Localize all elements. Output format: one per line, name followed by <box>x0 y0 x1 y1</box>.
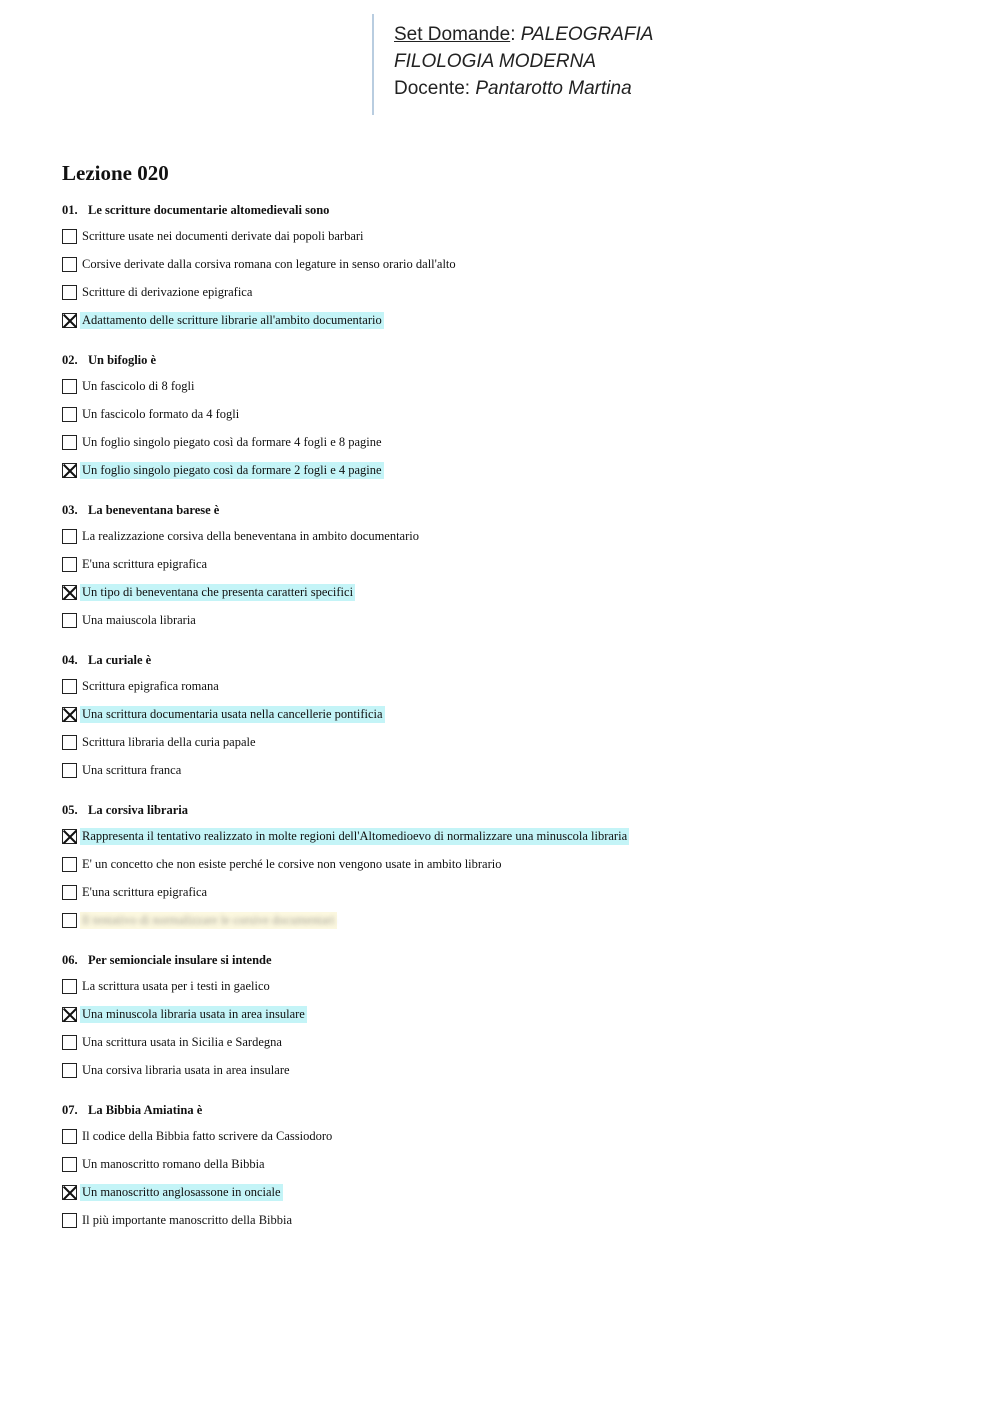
question-block <box>62 200 942 350</box>
checkbox-icon[interactable] <box>62 613 77 628</box>
question-number: 03. <box>62 503 78 517</box>
question-text: La curiale è <box>88 653 152 667</box>
checkbox-icon[interactable] <box>62 1157 77 1172</box>
checkbox-icon[interactable] <box>62 763 77 778</box>
question-title <box>62 200 942 228</box>
option-text: E' un concetto che non esiste perché le corsive non vengono usate in ambito librario <box>82 857 502 871</box>
option-text: Un foglio singolo piegato così da formare 2 fogli e 4 pagine <box>82 463 382 477</box>
checkbox-icon[interactable] <box>62 229 77 244</box>
question-title <box>62 950 942 978</box>
question-block <box>62 800 942 950</box>
course-name-line1: PALEOGRAFIA <box>520 24 654 45</box>
answer-option[interactable] <box>62 312 942 340</box>
option-text: Un foglio singolo piegato così da formare 4 fogli e 8 pagine <box>82 435 382 449</box>
checkbox-icon[interactable] <box>62 529 77 544</box>
checkbox-icon[interactable] <box>62 1063 77 1078</box>
question-number: 06. <box>62 953 78 967</box>
answer-option[interactable] <box>62 284 942 312</box>
checkbox-icon[interactable] <box>62 885 77 900</box>
checkbox-icon[interactable] <box>62 979 77 994</box>
checked-checkbox-icon[interactable] <box>62 463 77 478</box>
checked-checkbox-icon[interactable] <box>62 1007 77 1022</box>
question-list <box>62 200 942 1250</box>
checkbox-icon[interactable] <box>62 1035 77 1050</box>
course-name-line2: FILOLOGIA MODERNA <box>394 51 596 72</box>
answer-option[interactable] <box>62 1034 942 1062</box>
option-text: Un fascicolo di 8 fogli <box>82 379 195 393</box>
answer-option[interactable] <box>62 912 942 940</box>
answer-option[interactable] <box>62 462 942 490</box>
option-text: Un manoscritto anglosassone in onciale <box>82 1185 281 1199</box>
option-text: Scritture usate nei documenti derivate dai popoli barbari <box>82 229 364 243</box>
answer-option[interactable] <box>62 706 942 734</box>
answer-option[interactable] <box>62 556 942 584</box>
answer-option[interactable] <box>62 1062 942 1090</box>
answer-option[interactable] <box>62 612 942 640</box>
question-text: Le scritture documentarie altomedievali sono <box>88 203 330 217</box>
option-text: Una scrittura franca <box>82 763 182 777</box>
question-title <box>62 650 942 678</box>
question-block <box>62 650 942 800</box>
checkbox-icon[interactable] <box>62 435 77 450</box>
checked-checkbox-icon[interactable] <box>62 829 77 844</box>
set-separator: : <box>510 24 521 45</box>
course-header <box>372 14 653 115</box>
option-text: La scrittura usata per i testi in gaelico <box>82 979 270 993</box>
checked-checkbox-icon[interactable] <box>62 313 77 328</box>
question-text: Un bifoglio è <box>88 353 157 367</box>
answer-option[interactable] <box>62 434 942 462</box>
checkbox-icon[interactable] <box>62 1213 77 1228</box>
checkbox-icon[interactable] <box>62 379 77 394</box>
option-text: E'una scrittura epigrafica <box>82 885 208 899</box>
checked-checkbox-icon[interactable] <box>62 1185 77 1200</box>
option-text: Scrittura libraria della curia papale <box>82 735 256 749</box>
answer-option[interactable] <box>62 256 942 284</box>
checkbox-icon[interactable] <box>62 913 77 928</box>
question-title <box>62 500 942 528</box>
lesson-title: Lezione 020 <box>62 161 169 185</box>
question-number: 01. <box>62 203 78 217</box>
option-text: La realizzazione corsiva della beneventana in ambito documentario <box>82 529 419 543</box>
option-text: Il tentativo di normalizzare le corsive documentari <box>82 913 335 927</box>
checkbox-icon[interactable] <box>62 1129 77 1144</box>
teacher-line <box>394 75 653 102</box>
question-title <box>62 1100 942 1128</box>
answer-option[interactable] <box>62 528 942 556</box>
answer-option[interactable] <box>62 828 942 856</box>
option-text: Una minuscola libraria usata in area insulare <box>82 1007 305 1021</box>
option-text: Scritture di derivazione epigrafica <box>82 285 253 299</box>
question-number: 02. <box>62 353 78 367</box>
answer-option[interactable] <box>62 978 942 1006</box>
question-title <box>62 800 942 828</box>
checkbox-icon[interactable] <box>62 285 77 300</box>
option-text: E'una scrittura epigrafica <box>82 557 208 571</box>
checkbox-icon[interactable] <box>62 735 77 750</box>
option-text: Un tipo di beneventana che presenta caratteri specifici <box>82 585 354 599</box>
question-block <box>62 1100 942 1250</box>
question-text: Per semionciale insulare si intende <box>88 953 272 967</box>
answer-option[interactable] <box>62 228 942 256</box>
option-text: Corsive derivate dalla corsiva romana con legature in senso orario dall'alto <box>82 257 456 271</box>
checked-checkbox-icon[interactable] <box>62 585 77 600</box>
question-block <box>62 350 942 500</box>
option-text: Un manoscritto romano della Bibbia <box>82 1157 265 1171</box>
answer-option[interactable] <box>62 762 942 790</box>
question-number: 05. <box>62 803 78 817</box>
answer-option[interactable] <box>62 1006 942 1034</box>
question-text: La beneventana barese è <box>88 503 220 517</box>
question-block <box>62 500 942 650</box>
option-text: Una scrittura documentaria usata nella cancellerie pontificia <box>82 707 383 721</box>
option-text: Scrittura epigrafica romana <box>82 679 219 693</box>
course-set-line <box>394 21 653 48</box>
answer-option[interactable] <box>62 1184 942 1212</box>
question-block <box>62 950 942 1100</box>
answer-option[interactable] <box>62 1128 942 1156</box>
option-text: Una scrittura usata in Sicilia e Sardegna <box>82 1035 282 1049</box>
question-text: La Bibbia Amiatina è <box>88 1103 203 1117</box>
answer-option[interactable] <box>62 1156 942 1184</box>
checkbox-icon[interactable] <box>62 407 77 422</box>
teacher-label: Docente: <box>394 78 476 99</box>
answer-option[interactable] <box>62 884 942 912</box>
checkbox-icon[interactable] <box>62 557 77 572</box>
answer-option[interactable] <box>62 856 942 884</box>
checked-checkbox-icon[interactable] <box>62 707 77 722</box>
question-number: 07. <box>62 1103 78 1117</box>
option-text: Il codice della Bibbia fatto scrivere da Cassiodoro <box>82 1129 333 1143</box>
question-title <box>62 350 942 378</box>
answer-option[interactable] <box>62 678 942 706</box>
question-number: 04. <box>62 653 78 667</box>
answer-option[interactable] <box>62 584 942 612</box>
teacher-name: Pantarotto Martina <box>475 78 632 99</box>
option-text: Una maiuscola libraria <box>82 613 196 627</box>
checkbox-icon[interactable] <box>62 257 77 272</box>
answer-option[interactable] <box>62 1212 942 1240</box>
answer-option[interactable] <box>62 406 942 434</box>
option-text: Rappresenta il tentativo realizzato in molte regioni dell'Altomedioevo di normalizzare una minuscola libraria <box>82 829 628 843</box>
option-text: Il più importante manoscritto della Bibbia <box>82 1213 293 1227</box>
checkbox-icon[interactable] <box>62 679 77 694</box>
option-text: Adattamento delle scritture librarie all'ambito documentario <box>82 313 382 327</box>
question-text: La corsiva libraria <box>88 803 188 817</box>
checkbox-icon[interactable] <box>62 857 77 872</box>
answer-option[interactable] <box>62 378 942 406</box>
option-text: Un fascicolo formato da 4 fogli <box>82 407 240 421</box>
option-text: Una corsiva libraria usata in area insulare <box>82 1063 290 1077</box>
set-label: Set Domande <box>394 24 511 45</box>
answer-option[interactable] <box>62 734 942 762</box>
